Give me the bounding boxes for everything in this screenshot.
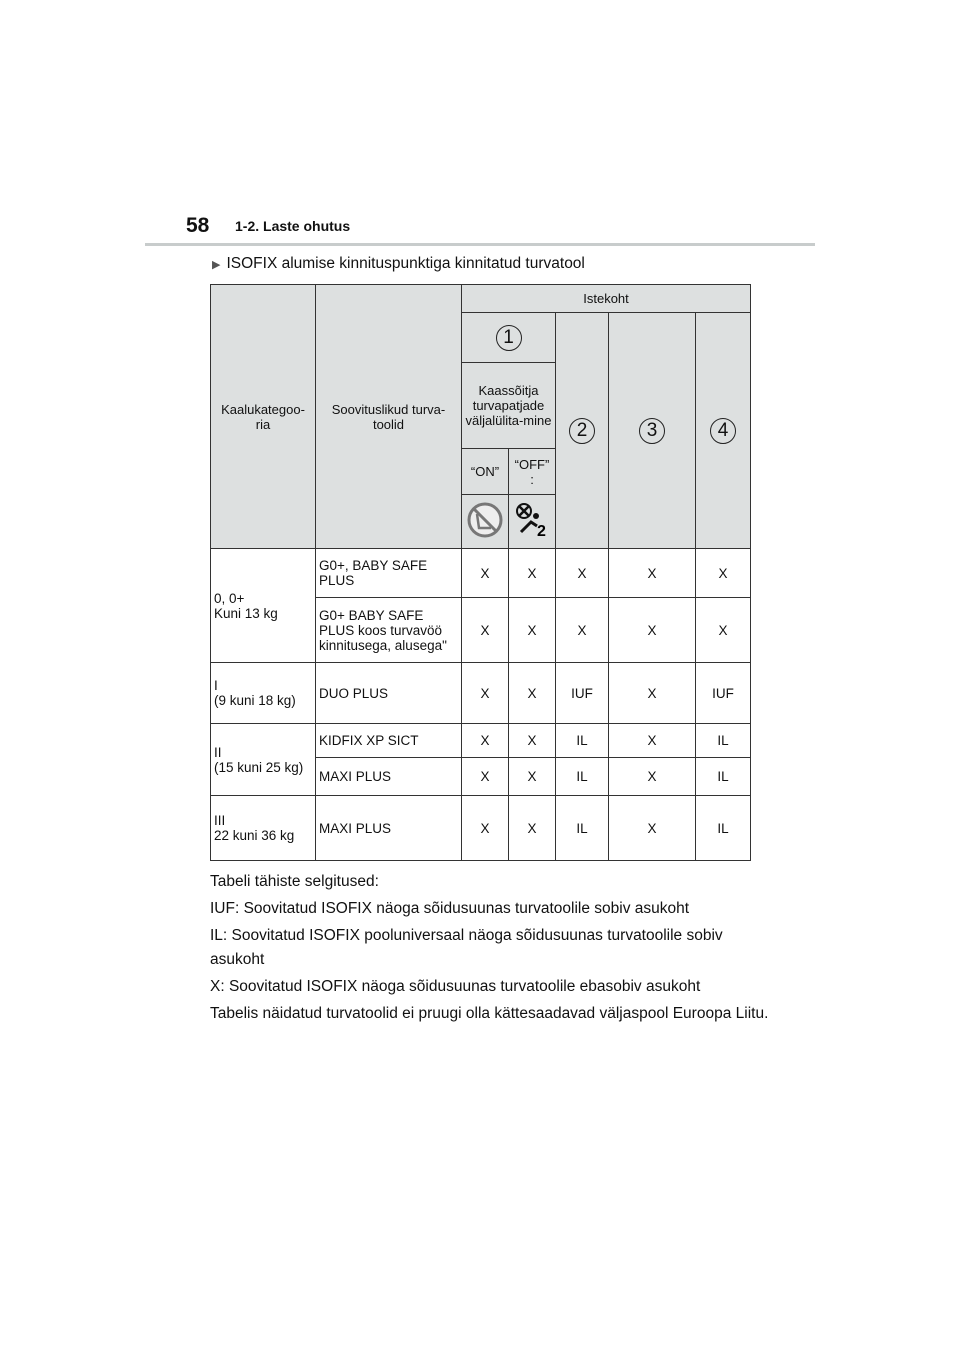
cell: X (462, 663, 509, 724)
position-1: 1 (462, 313, 556, 363)
cell: X (609, 663, 696, 724)
note: Tabelis näidatud turvatoolid ei pruugi olla kättesaadavad väljaspool Euroopa Liitu. (210, 1005, 769, 1022)
cell: X (462, 796, 509, 861)
weight-group: III 22 kuni 36 kg (211, 796, 316, 861)
legend-notes (210, 870, 770, 1029)
position-4: 4 (696, 313, 751, 549)
cell: X (462, 758, 509, 796)
airbag-on-symbol (462, 495, 509, 549)
cell: X (696, 598, 751, 663)
cell: IL (556, 724, 609, 758)
note: IUF: Soovitatud ISOFIX näoga sõidusuunas turvatoolile sobiv asukoht (210, 900, 690, 917)
seat-name: DUO PLUS (316, 663, 462, 724)
subheading: ▶ ISOFIX alumise kinnituspunktiga kinnitatud turvatool (212, 255, 585, 272)
cell: X (462, 549, 509, 598)
cell: IL (696, 758, 751, 796)
cell: X (509, 549, 556, 598)
no-child-seat-airbag-icon (467, 502, 503, 538)
triangle-bullet-icon: ▶ (212, 259, 221, 271)
cell: X (609, 598, 696, 663)
cell: X (696, 549, 751, 598)
airbag-off: “OFF” : (509, 449, 556, 495)
weight-group: I (9 kuni 18 kg) (211, 663, 316, 724)
seat-name: MAXI PLUS (316, 758, 462, 796)
header-divider (145, 243, 815, 246)
cell: X (509, 796, 556, 861)
note: IL: Soovitatud ISOFIX pooluniversaal näoga sõidusuunas turvatoolile sobiv asukoht (210, 927, 723, 968)
header-position: Istekoht (462, 285, 751, 313)
seat-name: G0+, BABY SAFE PLUS (316, 549, 462, 598)
svg-text:2: 2 (537, 523, 546, 538)
cell: IUF (556, 663, 609, 724)
cell: X (462, 724, 509, 758)
cell: IL (696, 796, 751, 861)
airbag-off-icon (513, 502, 551, 538)
cell: X (609, 549, 696, 598)
cell: X (609, 758, 696, 796)
cell: X (556, 549, 609, 598)
weight-group: II (15 kuni 25 kg) (211, 724, 316, 796)
weight-group: 0, 0+ Kuni 13 kg (211, 549, 316, 663)
section-title: 1-2. Laste ohutus (235, 218, 351, 234)
cell: IL (556, 758, 609, 796)
header-weight: Kaalukategoo-ria (211, 285, 316, 549)
cell: X (509, 758, 556, 796)
page-number: 58 (186, 214, 210, 237)
position-2: 2 (556, 313, 609, 549)
cell: IL (556, 796, 609, 861)
cell: X (609, 796, 696, 861)
cell: X (509, 724, 556, 758)
cell: X (509, 598, 556, 663)
cell: X (556, 598, 609, 663)
airbag-on: “ON” (462, 449, 509, 495)
position-3: 3 (609, 313, 696, 549)
seat-name: MAXI PLUS (316, 796, 462, 861)
isofix-table (210, 284, 751, 861)
airbag-off-symbol (509, 495, 556, 549)
cell: X (462, 598, 509, 663)
cell: X (509, 663, 556, 724)
note: X: Soovitatud ISOFIX näoga sõidusuunas turvatoolile ebasobiv asukoht (210, 978, 701, 995)
seat-name: G0+ BABY SAFE PLUS koos turvavöö kinnitusega, alusega" (316, 598, 462, 663)
header-seat: Soovituslikud turva-toolid (316, 285, 462, 549)
cell: IL (696, 724, 751, 758)
note: Tabeli tähiste selgitused: (210, 873, 379, 890)
cell: X (609, 724, 696, 758)
seat-name: KIDFIX XP SICT (316, 724, 462, 758)
cell: IUF (696, 663, 751, 724)
airbag-deactivation-header: Kaassõitja turvapatjade väljalülita-mine (462, 363, 556, 449)
